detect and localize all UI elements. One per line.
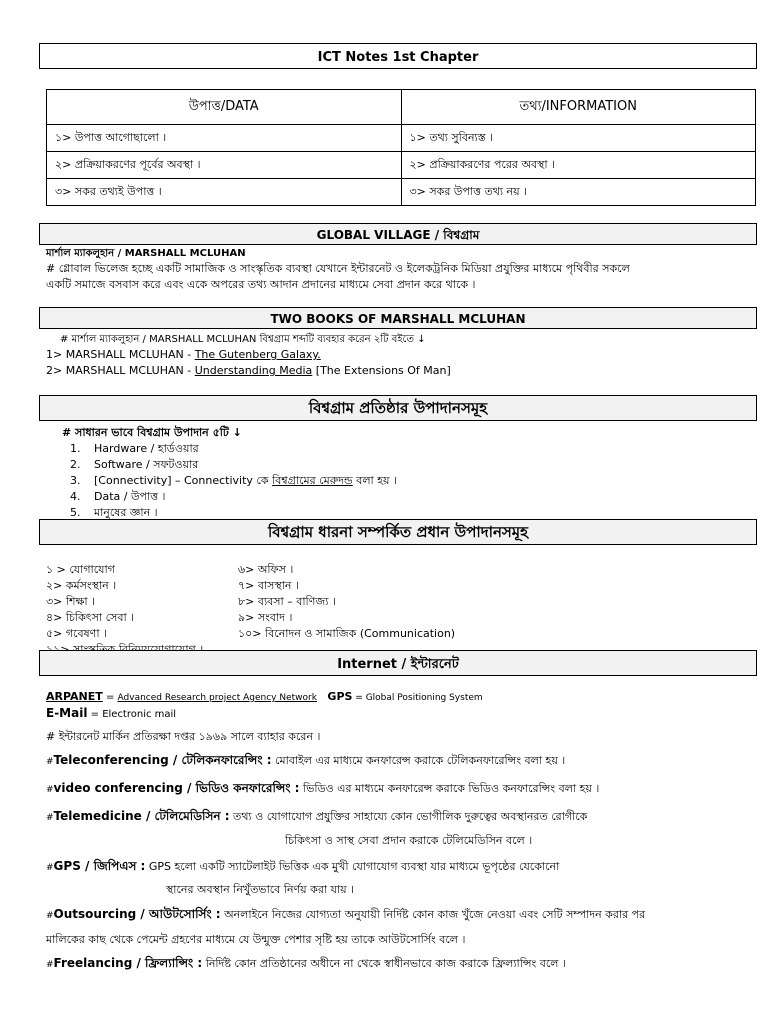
list-item: ৪> চিকিৎসা সেবা । [46, 611, 135, 624]
telemedicine-line: #Telemedicine / টেলিমেডিসিন : তথ্য ও যোগাযোগ প্রযুক্তির সাহায্যে কোন ভোগীলিক দুরুত্বের অবস্থানরত রোগীকে [46, 809, 588, 823]
email-label: E-Mail [46, 706, 88, 720]
two-books-heading-box [39, 307, 757, 329]
internet-heading: Internet / ইন্টারনেট [337, 657, 459, 672]
elements-intro: # সাধারন ভাবে বিশ্বগ্রাম উপাদান ৫টি ↓ [62, 426, 242, 439]
book-2-prefix: 2> MARSHALL MCLUHAN - [46, 364, 195, 377]
table-row [47, 125, 756, 152]
concept-left-list [46, 562, 203, 658]
arpanet-label: ARPANET [46, 690, 103, 703]
telemedicine-text-1: তথ্য ও যোগাযোগ প্রযুক্তির সাহায্যে কোন ভোগীলিক দুরুত্বের অবস্থানরত রোগীকে [229, 810, 588, 823]
list-item: 4. Data / উপাত্ত । [70, 490, 166, 503]
two-books-intro: # মার্শাল ম্যাকলুহান / MARSHALL MCLUHAN বিশ্বগ্রাম শব্দটি ব্যবহার করেন ২টি বইতে ↓ [60, 334, 426, 345]
outsourcing-text-2: মালিকের কাছ থেকে পেমেন্ট গ্রহণের মাধ্যমে যে উন্মুক্ত পেশার সৃষ্টি হয় তাকে আউটসোর্সিং বলে । [46, 933, 466, 946]
list-item: ৭> বাসস্থান । [238, 579, 299, 592]
internet-heading-box [39, 650, 757, 676]
global-village-author: মার্শাল ম্যাকলুহান / MARSHALL MCLUHAN [46, 248, 246, 259]
list-item: 3. [Connectivity] – Connectivity কে বিশ্বগ্রামের মেরুদন্ড বলা হয় । [70, 474, 397, 487]
outsourcing-text-1: অনলাইনে নিজের যোগ্যতা অনুযায়ী নির্দিষ্ট কোন কাজ খুঁজে নেওয়া এবং সেটি সম্পাদন করার পর [220, 908, 646, 921]
telemedicine-term: Telemedicine / টেলিমেডিসিন : [53, 809, 230, 823]
concept-heading-box [39, 519, 757, 545]
list-item: ১ > যোগাযোগ [46, 563, 115, 576]
list-item: 5. মানুষের জ্ঞান । [70, 506, 158, 519]
video-conferencing-line: #video conferencing / ভিডিও কনফারেন্সিং : ভিডিও এর মাধ্যমে কনফারেন্স করাকে ভিডিও কনফারেন্সিং বলা হয় । [46, 781, 600, 795]
table-row [47, 152, 756, 179]
global-village-line-1: # গ্লোবাল ভিলেজ হচ্ছে একটি সামাজিক ও সাংস্কৃতিক ব্যবস্থা যেখানে ইন্টারনেট ও ইলেকট্রনিক মিডিয়া প্রযুক্তির মাধ্যমে পৃথিবীর সকলে [46, 262, 630, 275]
freelancing-text: নির্দিষ্ট কোন প্রতিষ্ঠানের অধীনে না থেকে স্বাধীনভাবে কাজ করাকে ফ্রিল্যান্সিং বলে । [202, 957, 566, 970]
table-header-data: উপাত্ত/DATA [47, 90, 402, 125]
gps-term: GPS / জিপিএস : [53, 859, 146, 873]
table-cell: ১> তথ্য সুবিন্যস্ত । [401, 125, 756, 152]
list-item: ৮> ব্যবসা – বাণিজ্য । [238, 595, 336, 608]
two-books-heading: TWO BOOKS OF MARSHALL MCLUHAN [270, 312, 526, 326]
gps-text-1: GPS হলো একটি স্যাটেলাইট ভিত্তিক এক মুখী যোগাযোগ ব্যবস্থা যার মাধ্যমে ভূপৃষ্ঠের যেকোনো [145, 860, 560, 873]
arpanet-line [46, 690, 483, 703]
list-item: ৫> গবেষণা । [46, 627, 107, 640]
video-conferencing-term: video conferencing / ভিডিও কনফারেন্সিং : [53, 781, 300, 795]
outsourcing-term: Outsourcing / আউটসোর্সিং : [53, 907, 221, 921]
teleconferencing-term: Teleconferencing / টেলিকনফারেন্সিং : [53, 753, 272, 767]
book-1-prefix: 1> MARSHALL MCLUHAN - [46, 348, 195, 361]
book-2-suffix: [The Extensions Of Man] [312, 364, 451, 377]
concept-right-list [238, 562, 455, 642]
gps-text-2: স্থানের অবস্থান নিখুঁতভাবে নির্ণয় করা যায় । [166, 883, 355, 896]
video-conferencing-text: ভিডিও এর মাধ্যমে কনফারেন্স করাকে ভিডিও কনফারেন্সিং বলা হয় । [299, 782, 600, 795]
outsourcing-line: #Outsourcing / আউটসোর্সিং : অনলাইনে নিজের যোগ্যতা অনুযায়ী নির্দিষ্ট কোন কাজ খুঁজে নেওয়া এবং সেটি সম্পাদন করার পর [46, 907, 646, 921]
global-village-heading: GLOBAL VILLAGE / বিশ্বগ্রাম [316, 228, 480, 242]
email-text: = Electronic mail [87, 709, 177, 720]
gps-label: GPS [327, 690, 353, 703]
elements-heading-box [39, 395, 757, 421]
book-1 [46, 348, 321, 361]
list-item: 2. Software / সফটওয়ার [70, 458, 199, 471]
list-item: ৯> সংবাদ । [238, 611, 293, 624]
table-cell: ১> উপাত্ত আগোছালো । [47, 125, 402, 152]
list-item: 1. Hardware / হার্ডওয়ার [70, 442, 199, 455]
internet-fact: # ইন্টারনেট মার্কিন প্রতিরক্ষা দপ্তর ১৯৬৯ সালে ব্যাহার করেন । [46, 730, 321, 743]
book-2 [46, 364, 451, 377]
table-header-information: তথ্য/INFORMATION [401, 90, 756, 125]
data-information-table [46, 89, 756, 206]
concept-heading: বিশ্বগ্রাম ধারনা সম্পর্কিত প্রধান উপাদানসমূহ [267, 523, 529, 541]
table-row [47, 179, 756, 206]
title-box [39, 43, 757, 69]
page-title: ICT Notes 1st Chapter [317, 50, 479, 65]
table-cell: ৩> সকর উপাত্ত তথ্য নয় । [401, 179, 756, 206]
list-item: ৬> অফিস । [238, 563, 294, 576]
list-item: ২> কর্মসংস্থান । [46, 579, 117, 592]
global-village-line-2: একটি সমাজে বসবাস করে এবং একে অপরের তথ্য আদান প্রদানের মাধ্যমে সেবা প্রদান করে থাকে । [46, 278, 476, 291]
gps-line: #GPS / জিপিএস : GPS হলো একটি স্যাটেলাইট ভিত্তিক এক মুখী যোগাযোগ ব্যবস্থা যার মাধ্যমে ভূপৃষ্ঠের যেকোনো [46, 859, 560, 873]
book-2-title: Understanding Media [194, 364, 313, 377]
arpanet-eq: = [102, 692, 118, 703]
elements-heading: বিশ্বগ্রাম প্রতিষ্ঠার উপাদানসমূহ [308, 399, 488, 417]
teleconferencing-text: মোবাইল এর মাধ্যমে কনফারেন্স করাকে টেলিকনফারেন্সিং বলা হয় । [271, 754, 566, 767]
table-cell: ২> প্রক্রিয়াকরণের পূর্বের অবস্থা । [47, 152, 402, 179]
book-1-title: The Gutenberg Galaxy. [194, 348, 321, 361]
arpanet-text: Advanced Research project Agency Network [117, 693, 317, 703]
freelancing-term: Freelancing / ফ্রিল্যান্সিং : [53, 956, 203, 970]
elements-list [70, 441, 397, 521]
teleconferencing-line: #Teleconferencing / টেলিকনফারেন্সিং : মোবাইল এর মাধ্যমে কনফারেন্স করাকে টেলিকনফারেন্সিং বলা হয় । [46, 753, 566, 767]
email-line [46, 706, 176, 720]
freelancing-line: #Freelancing / ফ্রিল্যান্সিং : নির্দিষ্ট কোন প্রতিষ্ঠানের অধীনে না থেকে স্বাধীনভাবে কাজ করাকে ফ্রিল্যান্সিং বলে । [46, 956, 566, 970]
global-village-heading-box [39, 223, 757, 245]
gps-text: = Global Positioning System [352, 693, 483, 703]
telemedicine-text-2: চিকিৎসা ও সাস্থ সেবা প্রদান করাকে টেলিমেডিসিন বলে । [285, 834, 533, 847]
list-item: ৩> শিক্ষা । [46, 595, 96, 608]
table-cell: ৩> সকর তথ্যই উপাত্ত । [47, 179, 402, 206]
list-item: ১০> বিনোদন ও সামাজিক (Communication) [238, 627, 456, 640]
table-cell: ২> প্রক্রিয়াকরণের পরের অবস্থা । [401, 152, 756, 179]
